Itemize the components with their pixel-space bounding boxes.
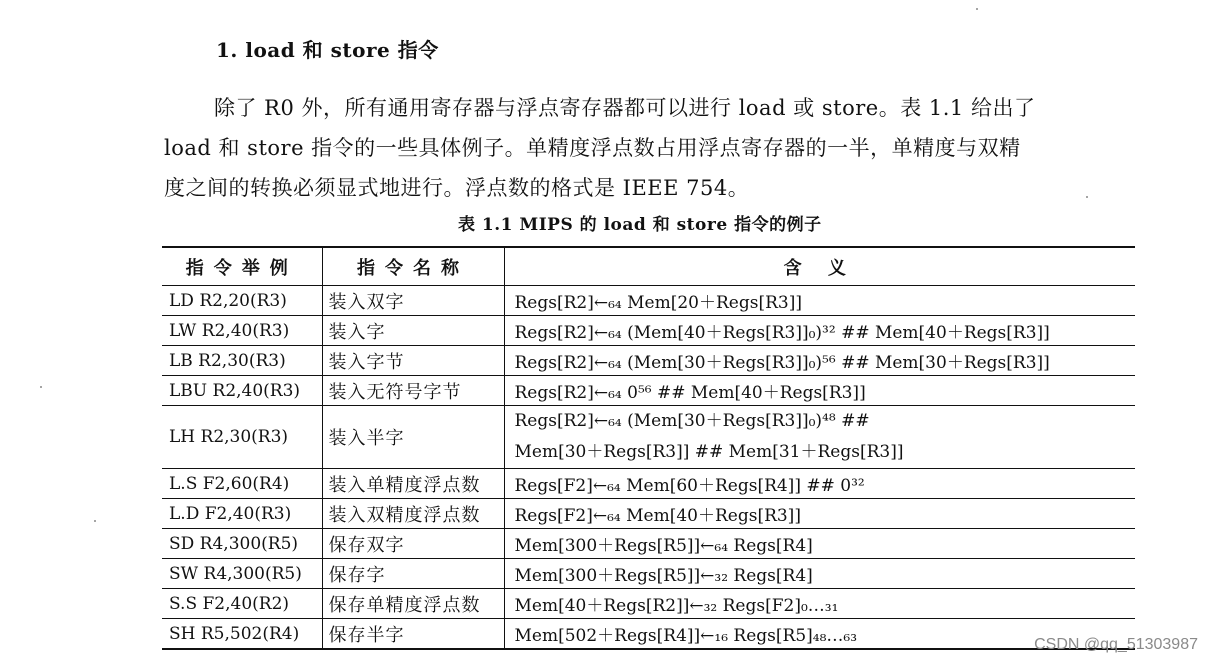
cell-name: 保存单精度浮点数 bbox=[322, 589, 504, 619]
paragraph-line-2: load 和 store 指令的一些具体例子。单精度浮点数占用浮点寄存器的一半，单精度与双精 bbox=[164, 136, 1021, 160]
csdn-watermark: CSDN @qq_51303987 bbox=[1034, 636, 1198, 653]
cell-meaning: Regs[F2]←₆₄ Mem[60＋Regs[R4]] ## 0³² bbox=[504, 469, 1135, 499]
cell-name: 装入双精度浮点数 bbox=[322, 499, 504, 529]
cell-name: 装入字节 bbox=[322, 346, 504, 376]
paragraph-line-1: 除了 R0 外，所有通用寄存器与浮点寄存器都可以进行 load 或 store。表 1.1 给出了 bbox=[214, 96, 1036, 120]
cell-meaning: Regs[R2]←₆₄ Mem[20＋Regs[R3]] bbox=[504, 286, 1135, 316]
cell-meaning-two-line bbox=[504, 406, 1135, 469]
cell-meaning: Regs[R2]←₆₄ (Mem[30＋Regs[R3]]₀)⁵⁶ ## Mem[30＋Regs[R3]] bbox=[504, 346, 1135, 376]
table-row bbox=[162, 589, 1135, 619]
cell-example: LB R2,30(R3) bbox=[162, 346, 322, 376]
table-row bbox=[162, 559, 1135, 589]
cell-name: 保存双字 bbox=[322, 529, 504, 559]
cell-name: 装入字 bbox=[322, 316, 504, 346]
table-row bbox=[162, 406, 1135, 469]
scan-speck bbox=[1086, 196, 1088, 198]
table-row bbox=[162, 376, 1135, 406]
scan-speck bbox=[976, 8, 978, 10]
cell-meaning: Regs[F2]←₆₄ Mem[40＋Regs[R3]] bbox=[504, 499, 1135, 529]
cell-meaning: Regs[R2]←₆₄ (Mem[40＋Regs[R3]]₀)³² ## Mem[40＋Regs[R3]] bbox=[504, 316, 1135, 346]
cell-meaning: Regs[R2]←₆₄ 0⁵⁶ ## Mem[40＋Regs[R3]] bbox=[504, 376, 1135, 406]
cell-name: 保存字 bbox=[322, 559, 504, 589]
table-header-row bbox=[162, 247, 1135, 286]
cell-example: LD R2,20(R3) bbox=[162, 286, 322, 316]
table-row bbox=[162, 286, 1135, 316]
cell-name: 装入半字 bbox=[322, 406, 504, 469]
instruction-table bbox=[162, 246, 1135, 650]
table-caption: 表 1.1 MIPS 的 load 和 store 指令的例子 bbox=[458, 215, 822, 235]
table-row bbox=[162, 316, 1135, 346]
cell-meaning-line-1: Regs[R2]←₆₄ (Mem[30＋Regs[R3]]₀)⁴⁸ ## bbox=[514, 411, 870, 431]
table-row bbox=[162, 619, 1135, 650]
cell-example: LBU R2,40(R3) bbox=[162, 376, 322, 406]
cell-meaning: Mem[300＋Regs[R5]]←₆₄ Regs[R4] bbox=[504, 529, 1135, 559]
instruction-table-wrapper bbox=[162, 246, 1135, 650]
cell-meaning: Mem[502＋Regs[R4]]←₁₆ Regs[R5]₄₈…₆₃ bbox=[504, 619, 1135, 650]
cell-example: LH R2,30(R3) bbox=[162, 406, 322, 469]
header-example: 指令举例 bbox=[162, 247, 322, 286]
cell-name: 装入单精度浮点数 bbox=[322, 469, 504, 499]
cell-name: 装入双字 bbox=[322, 286, 504, 316]
cell-example: SD R4,300(R5) bbox=[162, 529, 322, 559]
table-row bbox=[162, 469, 1135, 499]
header-meaning: 含 义 bbox=[504, 247, 1135, 286]
scan-speck bbox=[40, 386, 42, 388]
cell-example: SH R5,502(R4) bbox=[162, 619, 322, 650]
header-name: 指令名称 bbox=[322, 247, 504, 286]
cell-name: 保存半字 bbox=[322, 619, 504, 650]
cell-example: L.S F2,60(R4) bbox=[162, 469, 322, 499]
table-row bbox=[162, 529, 1135, 559]
table-row bbox=[162, 346, 1135, 376]
table-row bbox=[162, 499, 1135, 529]
cell-meaning: Mem[300＋Regs[R5]]←₃₂ Regs[R4] bbox=[504, 559, 1135, 589]
body-paragraph bbox=[164, 88, 1144, 208]
scan-speck bbox=[94, 520, 96, 522]
cell-example: L.D F2,40(R3) bbox=[162, 499, 322, 529]
section-heading: 1. load 和 store 指令 bbox=[216, 38, 439, 62]
cell-meaning: Mem[40＋Regs[R2]]←₃₂ Regs[F2]₀…₃₁ bbox=[504, 589, 1135, 619]
cell-name: 装入无符号字节 bbox=[322, 376, 504, 406]
cell-example: LW R2,40(R3) bbox=[162, 316, 322, 346]
cell-example: SW R4,300(R5) bbox=[162, 559, 322, 589]
cell-example: S.S F2,40(R2) bbox=[162, 589, 322, 619]
paragraph-line-3: 度之间的转换必须显式地进行。浮点数的格式是 IEEE 754。 bbox=[164, 176, 750, 200]
cell-meaning-line-2: Mem[30＋Regs[R3]] ## Mem[31＋Regs[R3]] bbox=[514, 442, 904, 462]
